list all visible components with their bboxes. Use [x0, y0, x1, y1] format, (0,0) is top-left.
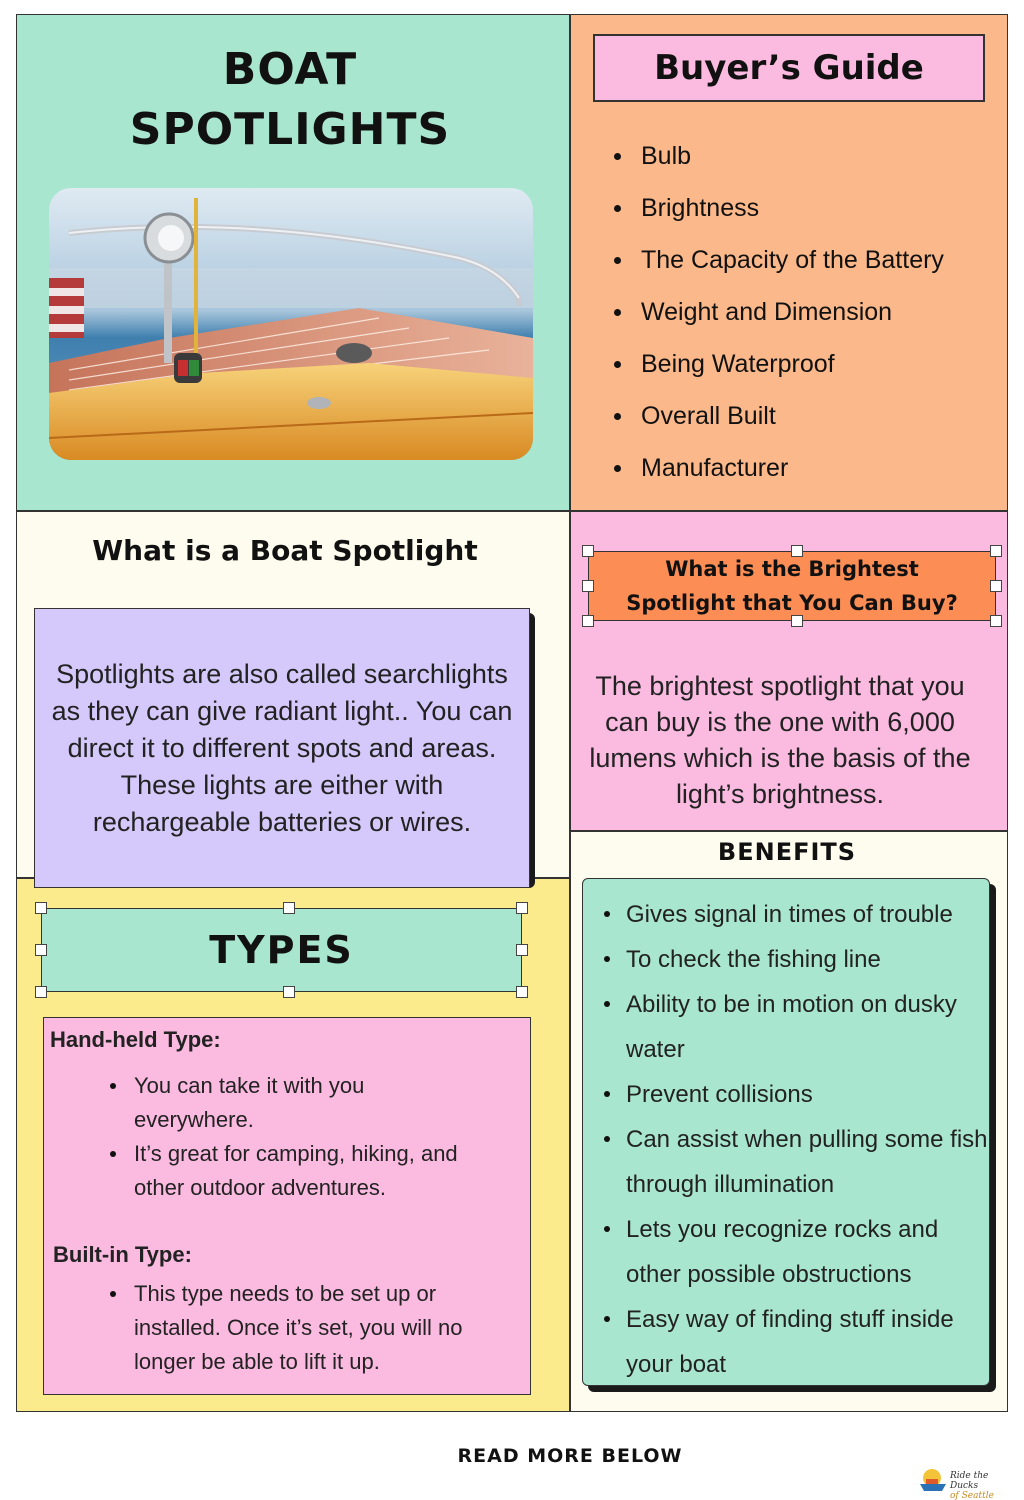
list-item: Can assist when pulling some fish through illumination	[604, 1117, 994, 1207]
list-item: Manufacturer	[614, 442, 944, 494]
bullet-icon	[110, 1083, 116, 1089]
list-item: The Capacity of the Battery	[614, 234, 944, 286]
resize-handle-icon[interactable]	[283, 986, 295, 998]
buyers-guide-list	[614, 130, 944, 494]
builtin-type-list	[110, 1277, 510, 1379]
resize-handle-icon[interactable]	[516, 944, 528, 956]
handheld-type-title: Hand-held Type:	[50, 1027, 221, 1052]
list-item: Gives signal in times of trouble	[604, 892, 994, 937]
benefits-heading: BENEFITS	[717, 838, 857, 866]
list-item: Overall Built	[614, 390, 944, 442]
read-more-link[interactable]: READ MORE BELOW	[457, 1445, 683, 1467]
list-item: It’s great for camping, hiking, and other outdoor adventures.	[110, 1137, 510, 1205]
bullet-icon	[614, 257, 621, 264]
resize-handle-icon[interactable]	[35, 944, 47, 956]
bullet-icon	[614, 413, 621, 420]
resize-handle-icon[interactable]	[35, 902, 47, 914]
bullet-icon	[604, 911, 610, 917]
list-item: Prevent collisions	[604, 1072, 994, 1117]
page-title	[40, 40, 540, 160]
list-item: Bulb	[614, 130, 944, 182]
duck-boat-icon	[918, 1468, 948, 1494]
list-item: This type needs to be set up or installed. Once it’s set, you will no longer be able to lift it up.	[110, 1277, 510, 1379]
list-item: Lets you recognize rocks and other possible obstructions	[604, 1207, 994, 1297]
brightest-heading-line-2: Spotlight that You Can Buy?	[626, 591, 958, 615]
bullet-icon	[604, 956, 610, 962]
title-line-2: SPOTLIGHTS	[129, 104, 451, 155]
what-is-heading: What is a Boat Spotlight	[92, 534, 478, 567]
builtin-type-title: Built-in Type:	[53, 1242, 192, 1267]
benefits-list	[604, 892, 994, 1387]
resize-handle-icon[interactable]	[35, 986, 47, 998]
bullet-icon	[614, 465, 621, 472]
boat-photo	[49, 188, 533, 460]
brand-logo	[918, 1468, 1014, 1500]
list-item: Easy way of finding stuff inside your boat	[604, 1297, 994, 1387]
what-is-body: Spotlights are also called searchlights as they can give radiant light.. You can direct it to different spots and areas. These lights are either with rechargeable batteries or wires.	[51, 658, 513, 837]
brightest-heading	[588, 551, 996, 621]
bullet-icon	[604, 1316, 610, 1322]
bullet-icon	[110, 1151, 116, 1157]
bullet-icon	[614, 153, 621, 160]
logo-text-line-1: Ride the Ducks	[950, 1471, 989, 1491]
list-item: You can take it with you everywhere.	[110, 1069, 510, 1137]
list-item: Being Waterproof	[614, 338, 944, 390]
bullet-icon	[604, 1226, 610, 1232]
bullet-icon	[614, 361, 621, 368]
title-line-1: BOAT	[222, 44, 358, 95]
resize-handle-icon[interactable]	[516, 986, 528, 998]
bullet-icon	[604, 1136, 610, 1142]
what-is-card	[34, 608, 530, 888]
types-heading-box[interactable]	[41, 908, 522, 992]
bullet-icon	[614, 309, 621, 316]
buyers-guide-heading: Buyer’s Guide	[593, 34, 985, 102]
list-item: Weight and Dimension	[614, 286, 944, 338]
list-item: To check the fishing line	[604, 937, 994, 982]
handheld-type-list	[110, 1069, 510, 1205]
list-item: Ability to be in motion on dusky water	[604, 982, 994, 1072]
bullet-icon	[604, 1001, 610, 1007]
bullet-icon	[110, 1291, 116, 1297]
resize-handle-icon[interactable]	[283, 902, 295, 914]
brightest-body: The brightest spotlight that you can buy is the one with 6,000 lumens which is the basis of the light’s brightness.	[589, 671, 971, 809]
list-item: Brightness	[614, 182, 944, 234]
bullet-icon	[614, 205, 621, 212]
types-heading: TYPES	[209, 928, 354, 972]
brightest-heading-line-1: What is the Brightest	[665, 557, 919, 581]
logo-text-line-2: of Seattle	[950, 1491, 994, 1500]
bullet-icon	[604, 1091, 610, 1097]
resize-handle-icon[interactable]	[516, 902, 528, 914]
